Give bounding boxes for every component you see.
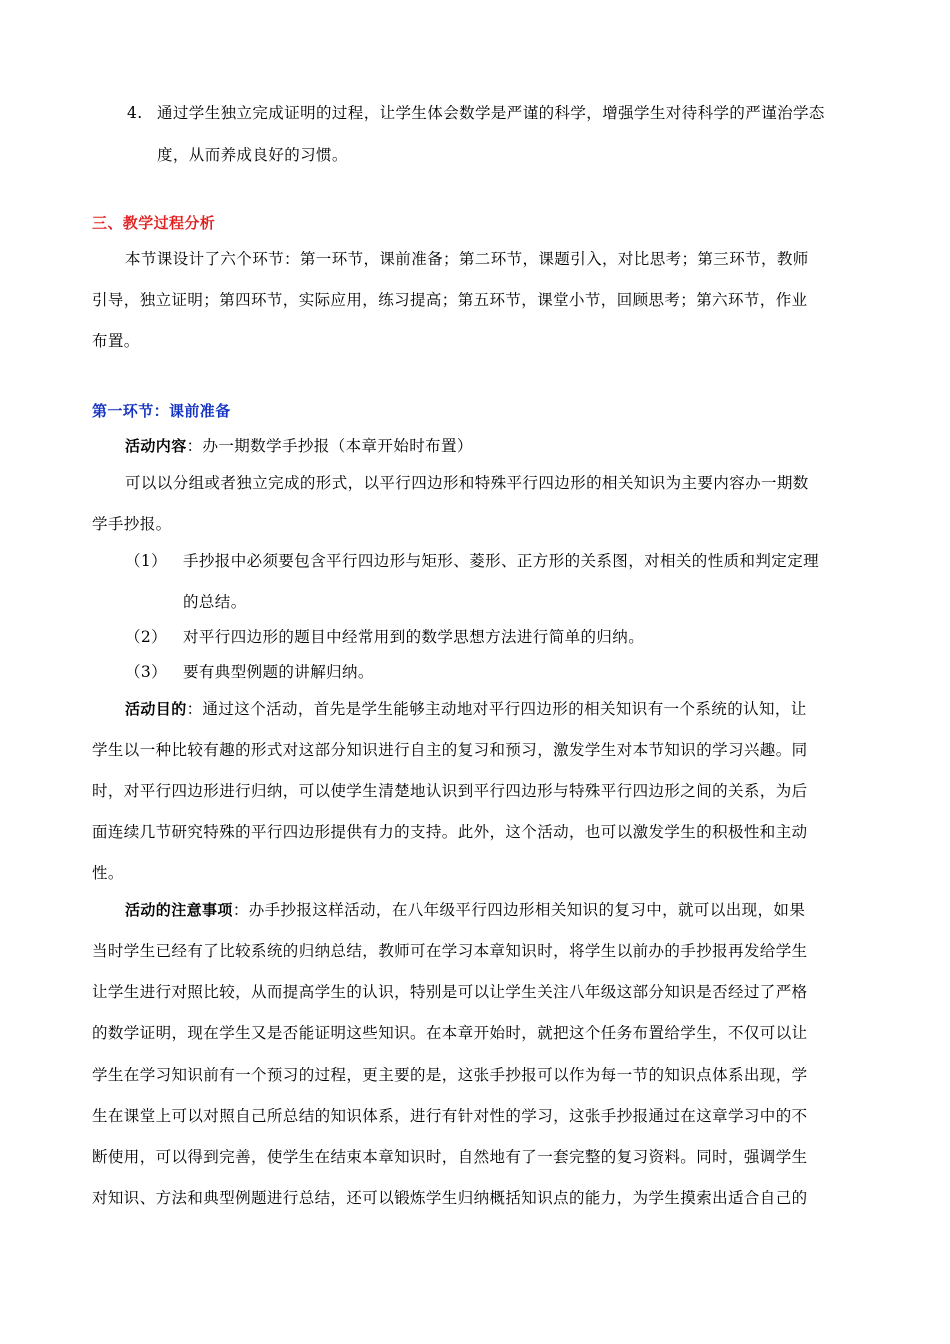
activity-notes-first-line: [125, 900, 805, 920]
list-item-text: 要有典型例题的讲解归纳。: [183, 663, 374, 681]
list-item-text: 对平行四边形的题目中经常用到的数学思想方法进行简单的归纳。: [183, 628, 645, 646]
activity-notes-label: 活动的注意事项: [125, 901, 233, 919]
objective-4-line-2: 度，从而养成良好的习惯。: [157, 146, 348, 164]
activity-content-label: 活动内容: [125, 437, 187, 455]
activity-notes-line: 的数学证明，现在学生又是否能证明这些知识。在本章开始时，就把这个任务布置给学生，不仅可以让: [92, 1024, 808, 1042]
list-item-number: （3）: [125, 663, 168, 681]
activity-purpose-line: 面连续几节研究特殊的平行四边形提供有力的支持。此外，这个活动，也可以激发学生的积极性和主动: [92, 823, 808, 841]
activity-notes-line: 学生在学习知识前有一个预习的过程，更主要的是，这张手抄报可以作为每一节的知识点体系出现，学: [92, 1066, 808, 1084]
activity-purpose-text: ：通过这个活动，首先是学生能够主动地对平行四边形的相关知识有一个系统的认知，让: [186, 700, 807, 718]
list-item-text: 手抄报中必须要包含平行四边形与矩形、菱形、正方形的关系图，对相关的性质和判定定理: [183, 552, 820, 570]
activity-purpose-line: 学生以一种比较有趣的形式对这部分知识进行自主的复习和预习，激发学生对本节知识的学习兴趣。同: [92, 741, 808, 759]
activity-notes-line: 断使用，可以得到完善，使学生在结束本章知识时，自然地有了一套完整的复习资料。同时，强调学生: [92, 1148, 808, 1166]
activity-notes-text: ：办手抄报这样活动，在八年级平行四边形相关知识的复习中，就可以出现，如果: [232, 901, 806, 919]
activity-notes-line: 让学生进行对照比较，从而提高学生的认识，特别是可以让学生关注八年级这部分知识是否经过了严格: [92, 983, 808, 1001]
activity-content-text: ：办一期数学手抄报（本章开始时布置）: [186, 437, 473, 455]
list-item-text: 的总结。: [183, 593, 247, 611]
activity-purpose-line: 时，对平行四边形进行归纳，可以使学生清楚地认识到平行四边形与特殊平行四边形之间的关系，为后: [92, 782, 808, 800]
section-3-paragraph-line: 引导，独立证明；第四环节，实际应用，练习提高；第五环节，课堂小节，回顾思考；第六环节，作业: [92, 291, 808, 309]
stage-1-heading: 第一环节：课前准备: [92, 402, 231, 420]
section-3-paragraph-line: 本节课设计了六个环节：第一环节，课前准备；第二环节，课题引入，对比思考；第三环节，教师: [125, 250, 809, 268]
activity-notes-line: 生在课堂上可以对照自己所总结的知识体系，进行有针对性的学习，这张手抄报通过在这章学习中的不: [92, 1107, 808, 1125]
objective-4-line-1: 通过学生独立完成证明的过程，让学生体会数学是严谨的科学，增强学生对待科学的严谨治学态: [157, 104, 825, 122]
list-item-number: （2）: [125, 628, 168, 646]
activity-content-line: [125, 436, 473, 456]
activity-intro-line: 可以以分组或者独立完成的形式，以平行四边形和特殊平行四边形的相关知识为主要内容办一期数: [125, 474, 809, 492]
activity-purpose-first-line: [125, 699, 807, 719]
activity-purpose-line: 性。: [92, 864, 124, 882]
objective-4-number: 4.: [127, 104, 143, 122]
activity-notes-line: 当时学生已经有了比较系统的归纳总结，教师可在学习本章知识时，将学生以前办的手抄报再发给学生: [92, 942, 808, 960]
list-item-number: （1）: [125, 552, 168, 570]
activity-notes-line: 对知识、方法和典型例题进行总结，还可以锻炼学生归纳概括知识点的能力，为学生摸索出适合自己的: [92, 1189, 808, 1207]
section-heading-teaching-process: 三、教学过程分析: [92, 214, 216, 232]
section-3-paragraph-line: 布置。: [92, 332, 140, 350]
activity-purpose-label: 活动目的: [125, 700, 187, 718]
activity-intro-line: 学手抄报。: [92, 515, 172, 533]
